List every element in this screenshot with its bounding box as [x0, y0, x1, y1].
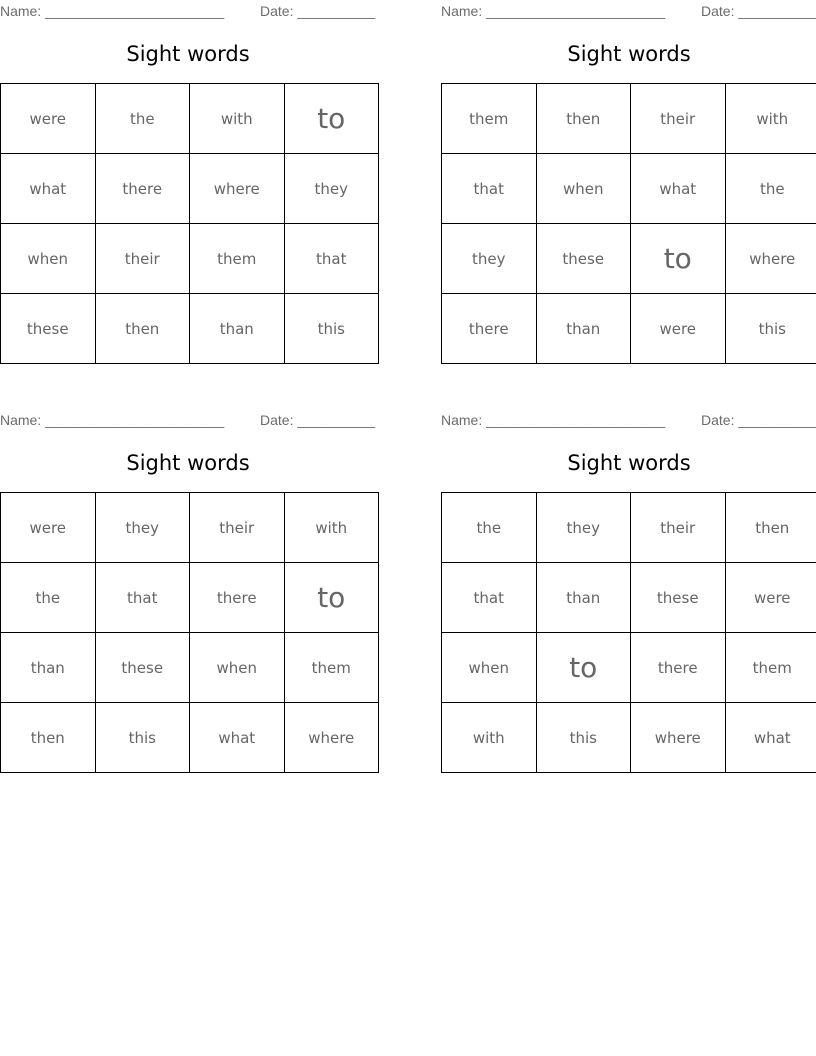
word-cell: when: [536, 154, 631, 224]
grid-row: [442, 703, 816, 773]
word-cell: to: [631, 224, 726, 294]
word-cell: they: [536, 493, 631, 563]
word-cell: these: [1, 294, 96, 364]
word-cell: what: [725, 703, 816, 773]
word-cell: they: [442, 224, 537, 294]
word-cell: this: [725, 294, 816, 364]
word-cell: their: [190, 493, 285, 563]
grid-row: [442, 633, 816, 703]
word-cell: to: [284, 84, 379, 154]
word-cell: the: [725, 154, 816, 224]
word-cell: these: [536, 224, 631, 294]
word-grid: [441, 492, 816, 773]
grid-row: [1, 84, 379, 154]
word-cell: these: [95, 633, 190, 703]
date-field-label: Date: __________: [260, 3, 376, 19]
word-cell: to: [536, 633, 631, 703]
word-cell: there: [631, 633, 726, 703]
word-cell: there: [190, 563, 285, 633]
word-cell: their: [631, 493, 726, 563]
word-cell: what: [631, 154, 726, 224]
word-grid: [0, 83, 379, 364]
card-title: Sight words: [126, 42, 250, 66]
word-cell: with: [725, 84, 816, 154]
bingo-card: [441, 409, 816, 747]
word-cell: their: [631, 84, 726, 154]
word-cell: to: [284, 563, 379, 633]
date-field-label: Date: __________: [260, 412, 376, 428]
word-cell: were: [631, 294, 726, 364]
grid-row: [442, 563, 816, 633]
word-cell: that: [95, 563, 190, 633]
word-cell: then: [1, 703, 96, 773]
word-cell: where: [284, 703, 379, 773]
card-header: [441, 409, 816, 431]
grid-row: [442, 224, 816, 294]
word-cell: then: [725, 493, 816, 563]
bingo-card: [0, 0, 376, 338]
word-cell: than: [536, 563, 631, 633]
word-cell: with: [442, 703, 537, 773]
grid-row: [442, 493, 816, 563]
word-cell: than: [190, 294, 285, 364]
grid-row: [442, 294, 816, 364]
name-field-label: Name: _______________________: [0, 412, 225, 428]
word-cell: that: [442, 154, 537, 224]
grid-row: [442, 84, 816, 154]
word-cell: were: [725, 563, 816, 633]
word-cell: the: [442, 493, 537, 563]
word-cell: where: [631, 703, 726, 773]
word-cell: this: [284, 294, 379, 364]
word-cell: when: [190, 633, 285, 703]
word-cell: these: [631, 563, 726, 633]
word-cell: them: [442, 84, 537, 154]
bingo-card: [0, 409, 376, 747]
word-cell: they: [95, 493, 190, 563]
name-field-label: Name: _______________________: [0, 3, 225, 19]
word-cell: this: [95, 703, 190, 773]
card-title: Sight words: [567, 451, 691, 475]
name-field-label: Name: _______________________: [441, 3, 666, 19]
card-header: [441, 0, 816, 22]
grid-row: [442, 154, 816, 224]
card-title: Sight words: [567, 42, 691, 66]
word-cell: where: [190, 154, 285, 224]
word-grid: [0, 492, 379, 773]
grid-row: [1, 294, 379, 364]
word-cell: what: [1, 154, 96, 224]
word-cell: them: [284, 633, 379, 703]
bingo-card: [441, 0, 816, 338]
word-cell: were: [1, 84, 96, 154]
name-field-label: Name: _______________________: [441, 412, 666, 428]
word-cell: the: [1, 563, 96, 633]
grid-row: [1, 703, 379, 773]
word-cell: than: [1, 633, 96, 703]
word-cell: that: [284, 224, 379, 294]
word-grid: [441, 83, 816, 364]
word-cell: that: [442, 563, 537, 633]
date-field-label: Date: __________: [701, 412, 816, 428]
card-header: [0, 0, 376, 22]
word-cell: were: [1, 493, 96, 563]
word-cell: then: [95, 294, 190, 364]
word-cell: where: [725, 224, 816, 294]
word-cell: with: [284, 493, 379, 563]
date-field-label: Date: __________: [701, 3, 816, 19]
grid-row: [1, 493, 379, 563]
word-cell: there: [442, 294, 537, 364]
word-cell: there: [95, 154, 190, 224]
grid-row: [1, 224, 379, 294]
grid-row: [1, 633, 379, 703]
grid-row: [1, 154, 379, 224]
word-cell: when: [1, 224, 96, 294]
card-title: Sight words: [126, 451, 250, 475]
word-cell: than: [536, 294, 631, 364]
word-cell: this: [536, 703, 631, 773]
word-cell: them: [190, 224, 285, 294]
grid-row: [1, 563, 379, 633]
word-cell: their: [95, 224, 190, 294]
word-cell: they: [284, 154, 379, 224]
word-cell: what: [190, 703, 285, 773]
word-cell: with: [190, 84, 285, 154]
word-cell: then: [536, 84, 631, 154]
card-header: [0, 409, 376, 431]
word-cell: them: [725, 633, 816, 703]
word-cell: the: [95, 84, 190, 154]
word-cell: when: [442, 633, 537, 703]
